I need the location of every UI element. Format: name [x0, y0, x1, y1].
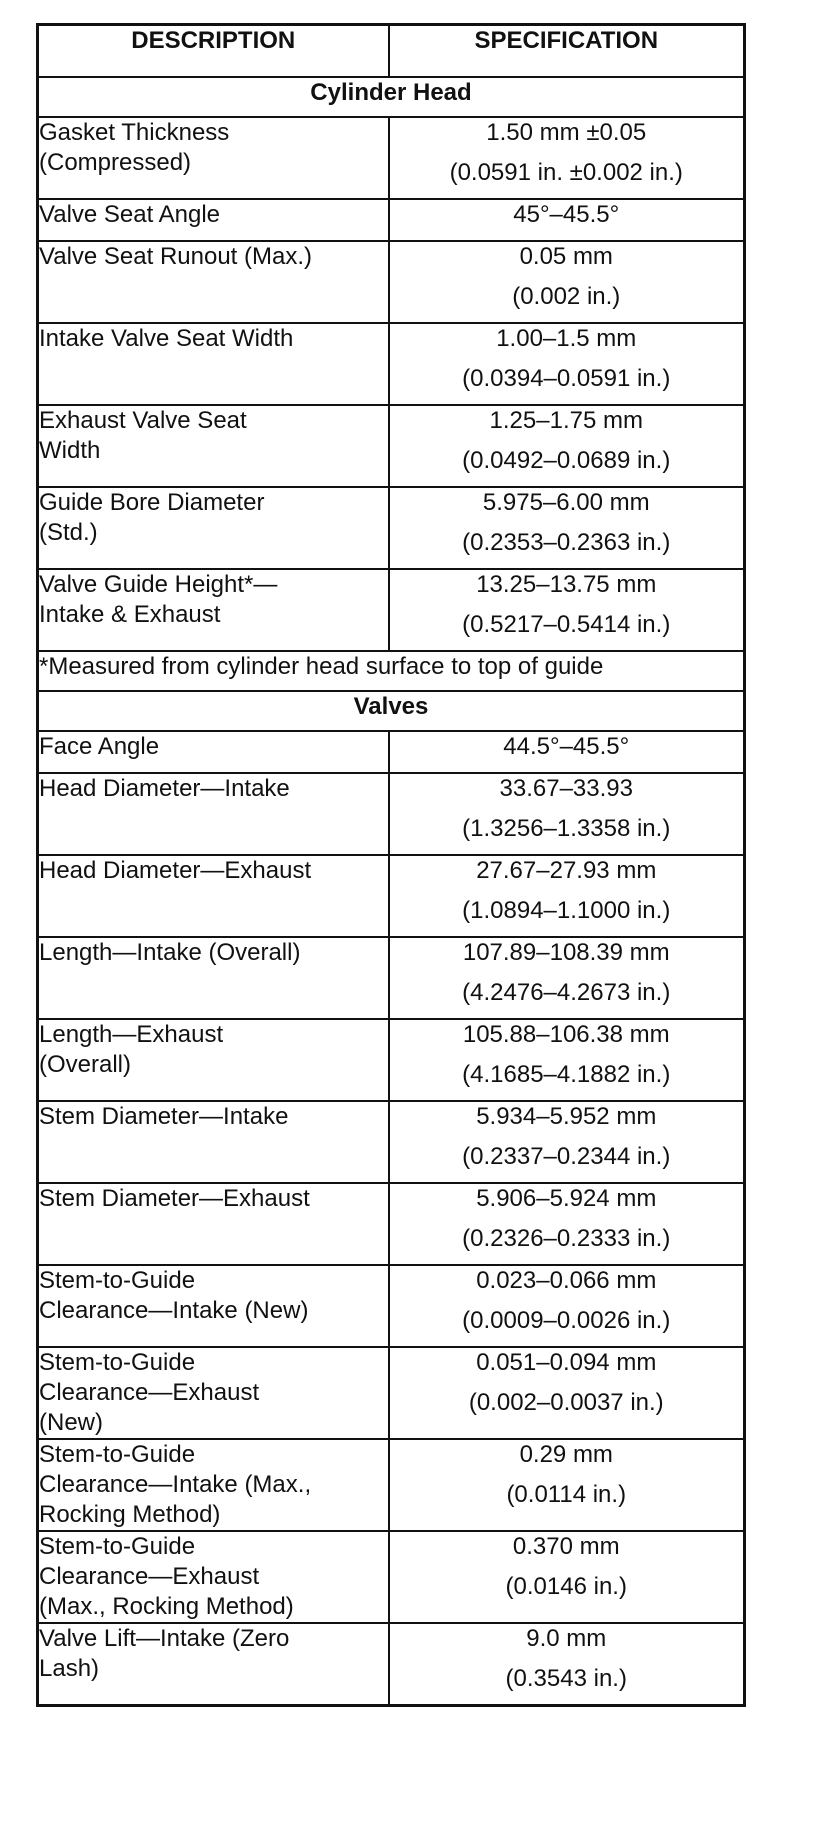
spec-row: [38, 1439, 745, 1531]
footnote: *Measured from cylinder head surface to top of guide: [38, 651, 745, 691]
header-description: DESCRIPTION: [38, 25, 389, 78]
spec-row: [38, 937, 745, 1019]
specification-cell: [389, 855, 745, 937]
specification-line: 0.051–0.094 mm: [476, 1349, 657, 1376]
spec-row: [38, 487, 745, 569]
specification-line: 13.25–13.75 mm: [476, 571, 657, 598]
header-specification: SPECIFICATION: [389, 25, 745, 78]
specification-line: 1.25–1.75 mm: [489, 407, 643, 434]
description-cell: [38, 1019, 389, 1101]
specification-line: (0.0009–0.0026 in.): [462, 1307, 671, 1334]
specification-line: (0.0492–0.0689 in.): [462, 447, 671, 474]
description-cell: [38, 405, 389, 487]
description-line: Stem-to-Guide: [39, 1349, 196, 1376]
description-cell: [38, 199, 389, 241]
description-line: (Overall): [39, 1051, 132, 1078]
section-title: Cylinder Head: [38, 77, 745, 117]
spec-row: [38, 199, 745, 241]
specification-line: 107.89–108.39 mm: [462, 939, 670, 966]
specification-line: 27.67–27.93 mm: [476, 857, 657, 884]
description-cell: [38, 773, 389, 855]
specification-cell: [389, 1101, 745, 1183]
description-line: Head Diameter—Intake: [39, 775, 290, 802]
specification-line: 45°–45.5°: [513, 201, 620, 228]
description-cell: [38, 487, 389, 569]
specification-line: (0.0114 in.): [506, 1481, 627, 1508]
specification-line: 9.0 mm: [526, 1625, 607, 1652]
spec-row: [38, 731, 745, 773]
description-cell: [38, 323, 389, 405]
spec-row: [38, 855, 745, 937]
spec-row: [38, 1531, 745, 1623]
spec-row: [38, 323, 745, 405]
description-line: Valve Seat Runout (Max.): [39, 243, 313, 270]
specification-line: 5.934–5.952 mm: [476, 1103, 657, 1130]
spec-row: [38, 773, 745, 855]
specification-cell: [389, 405, 745, 487]
description-line: Rocking Method): [39, 1501, 221, 1528]
description-line: Valve Seat Angle: [39, 201, 221, 228]
description-line: Width: [39, 437, 101, 464]
specification-line: (4.1685–4.1882 in.): [462, 1061, 671, 1088]
description-line: Clearance—Exhaust: [39, 1379, 260, 1406]
description-line: Length—Intake (Overall): [39, 939, 301, 966]
description-line: Stem-to-Guide: [39, 1267, 196, 1294]
spec-row: [38, 241, 745, 323]
description-cell: [38, 731, 389, 773]
specification-line: 0.023–0.066 mm: [476, 1267, 657, 1294]
specification-line: (0.002–0.0037 in.): [468, 1389, 664, 1416]
specification-cell: [389, 937, 745, 1019]
spec-body: [38, 77, 745, 1706]
specification-line: (4.2476–4.2673 in.): [462, 979, 671, 1006]
specification-cell: [389, 117, 745, 199]
note-row: [38, 651, 745, 691]
specification-line: (0.3543 in.): [505, 1665, 627, 1692]
description-cell: [38, 117, 389, 199]
specification-cell: [389, 1183, 745, 1265]
description-line: Clearance—Exhaust: [39, 1563, 260, 1590]
spec-row: [38, 117, 745, 199]
description-line: Stem Diameter—Intake: [39, 1103, 289, 1130]
description-cell: [38, 569, 389, 651]
specification-line: 33.67–33.93: [499, 775, 633, 802]
specification-cell: [389, 1347, 745, 1439]
spec-row: [38, 1347, 745, 1439]
spec-row: [38, 405, 745, 487]
specification-line: (0.002 in.): [512, 283, 621, 310]
specification-cell: [389, 569, 745, 651]
description-line: (Compressed): [39, 149, 192, 176]
specification-line: (1.3256–1.3358 in.): [462, 815, 671, 842]
description-line: Clearance—Intake (New): [39, 1297, 309, 1324]
description-cell: [38, 1623, 389, 1706]
specification-line: (0.2337–0.2344 in.): [462, 1143, 671, 1170]
description-line: Stem Diameter—Exhaust: [39, 1185, 310, 1212]
description-line: Stem-to-Guide: [39, 1441, 196, 1468]
description-line: Lash): [39, 1655, 100, 1682]
specification-cell: [389, 773, 745, 855]
description-line: Clearance—Intake (Max.,: [39, 1471, 312, 1498]
specification-line: (1.0894–1.1000 in.): [462, 897, 671, 924]
specification-line: 0.29 mm: [519, 1441, 613, 1468]
description-cell: [38, 1439, 389, 1531]
spec-row: [38, 1019, 745, 1101]
description-line: Valve Guide Height*—: [39, 571, 278, 598]
description-cell: [38, 1101, 389, 1183]
description-line: Gasket Thickness: [39, 119, 230, 146]
specification-cell: [389, 241, 745, 323]
specification-cell: [389, 1019, 745, 1101]
spec-row: [38, 569, 745, 651]
spec-row: [38, 1183, 745, 1265]
description-line: (New): [39, 1409, 103, 1436]
specification-cell: [389, 1623, 745, 1706]
section-row: [38, 77, 745, 117]
description-cell: [38, 241, 389, 323]
header-row: [38, 25, 745, 78]
specification-line: (0.0591 in. ±0.002 in.): [449, 159, 683, 186]
description-line: Exhaust Valve Seat: [39, 407, 247, 434]
specification-line: (0.2326–0.2333 in.): [462, 1225, 671, 1252]
description-cell: [38, 1183, 389, 1265]
description-line: (Max., Rocking Method): [39, 1593, 294, 1620]
description-line: Guide Bore Diameter: [39, 489, 265, 516]
specification-line: (0.5217–0.5414 in.): [462, 611, 671, 638]
description-line: (Std.): [39, 519, 98, 546]
specification-cell: [389, 487, 745, 569]
specification-cell: [389, 199, 745, 241]
description-line: Valve Lift—Intake (Zero: [39, 1625, 290, 1652]
description-line: Head Diameter—Exhaust: [39, 857, 312, 884]
specification-line: 105.88–106.38 mm: [462, 1021, 670, 1048]
specification-cell: [389, 731, 745, 773]
specification-line: 0.370 mm: [512, 1533, 620, 1560]
description-cell: [38, 1265, 389, 1347]
specification-line: 5.975–6.00 mm: [482, 489, 650, 516]
specification-line: (0.2353–0.2363 in.): [462, 529, 671, 556]
spec-row: [38, 1101, 745, 1183]
specification-line: 44.5°–45.5°: [503, 733, 630, 760]
spec-row: [38, 1623, 745, 1706]
specification-cell: [389, 1531, 745, 1623]
description-cell: [38, 1347, 389, 1439]
specification-cell: [389, 1265, 745, 1347]
specification-line: (0.0146 in.): [505, 1573, 627, 1600]
section-title: Valves: [38, 691, 745, 731]
description-line: Face Angle: [39, 733, 160, 760]
description-line: Intake & Exhaust: [39, 601, 221, 628]
description-cell: [38, 855, 389, 937]
specification-line: 1.00–1.5 mm: [496, 325, 637, 352]
description-line: Intake Valve Seat Width: [39, 325, 294, 352]
description-line: Length—Exhaust: [39, 1021, 224, 1048]
specification-line: 0.05 mm: [519, 243, 613, 270]
specification-cell: [389, 323, 745, 405]
section-row: [38, 691, 745, 731]
description-line: Stem-to-Guide: [39, 1533, 196, 1560]
description-cell: [38, 937, 389, 1019]
specification-line: 5.906–5.924 mm: [476, 1185, 657, 1212]
specification-line: 1.50 mm ±0.05: [486, 119, 647, 146]
spec-table: [36, 23, 746, 1707]
specification-line: (0.0394–0.0591 in.): [462, 365, 671, 392]
specification-cell: [389, 1439, 745, 1531]
spec-row: [38, 1265, 745, 1347]
description-cell: [38, 1531, 389, 1623]
